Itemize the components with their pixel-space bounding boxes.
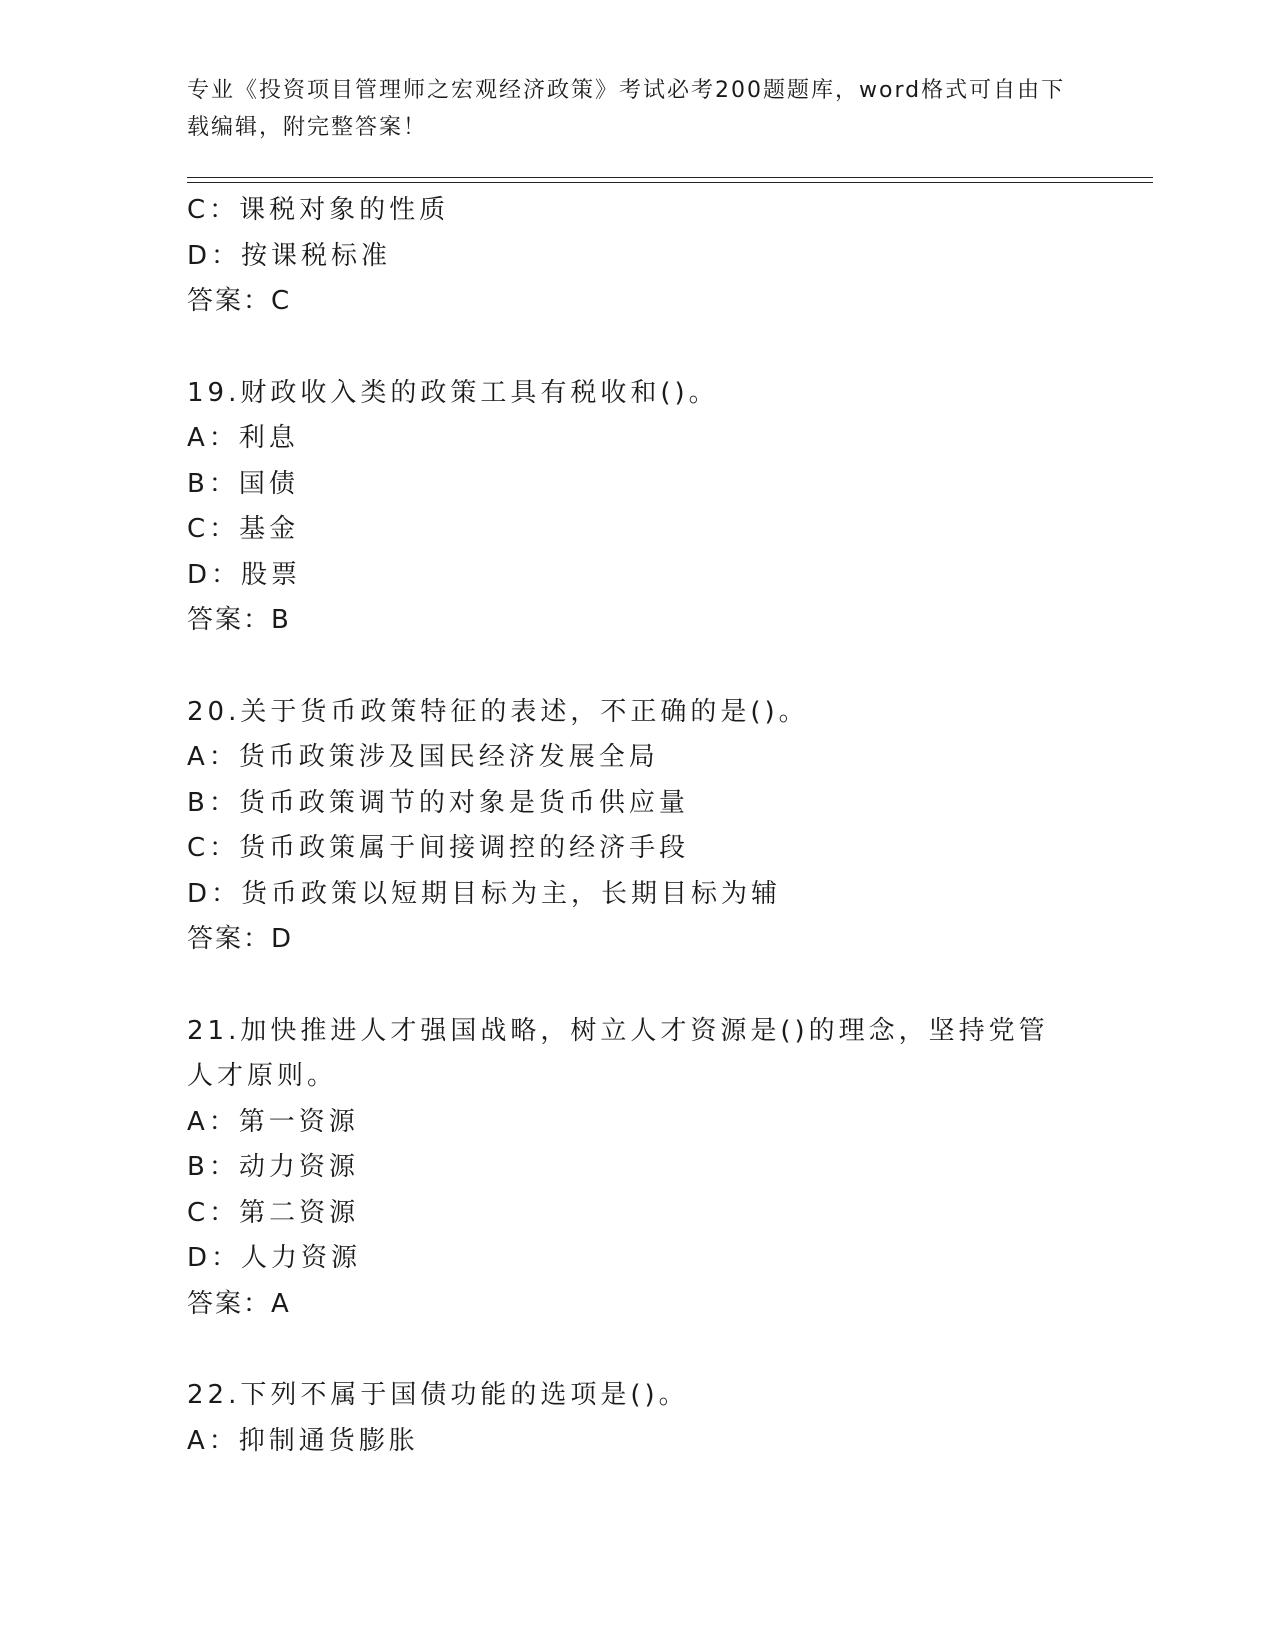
question-stem: 19.财政收入类的政策工具有税收和()。 [187, 377, 719, 408]
header-divider-bottom [187, 182, 1153, 183]
option-b: B：动力资源 [187, 1152, 359, 1182]
option-a: A：第一资源 [187, 1106, 359, 1137]
question-21 [187, 1009, 1087, 1328]
question-content [187, 188, 1087, 1464]
answer-line: 答案：C [187, 286, 292, 316]
option-c: C：基金 [187, 514, 300, 544]
question-19 [187, 371, 1087, 644]
option-d: D：股票 [187, 559, 302, 590]
answer-line: 答案：D [187, 924, 294, 954]
question-stem: 21.加快推进人才强国战略，树立人才资源是()的理念，坚持党管人才原则。 [187, 1015, 1049, 1091]
document-header: 专业《投资项目管理师之宏观经济政策》考试必考200题题库，word格式可自由下载编辑，附完整答案！ [187, 78, 1066, 140]
header-divider-top [187, 177, 1153, 178]
question-stem: 22.下列不属于国债功能的选项是()。 [187, 1380, 689, 1410]
option-a: A：货币政策涉及国民经济发展全局 [187, 742, 659, 772]
option-a: A：抑制通货膨胀 [187, 1425, 419, 1456]
option-b: B：货币政策调节的对象是货币供应量 [187, 787, 689, 818]
option-d: D：人力资源 [187, 1243, 362, 1273]
option-c: C：课税对象的性质 [187, 195, 450, 225]
option-d: D：货币政策以短期目标为主，长期目标为辅 [187, 878, 782, 909]
question-22 [187, 1373, 1087, 1464]
answer-line: 答案：B [187, 605, 291, 635]
question-stem: 20.关于货币政策特征的表述，不正确的是()。 [187, 696, 809, 727]
option-c: C：第二资源 [187, 1197, 360, 1228]
option-d: D：按课税标准 [187, 240, 392, 271]
question-20 [187, 690, 1087, 963]
answer-line: 答案：A [187, 1288, 291, 1319]
option-a: A：利息 [187, 423, 299, 453]
option-b: B：国债 [187, 468, 299, 499]
option-c: C：货币政策属于间接调控的经济手段 [187, 833, 690, 863]
